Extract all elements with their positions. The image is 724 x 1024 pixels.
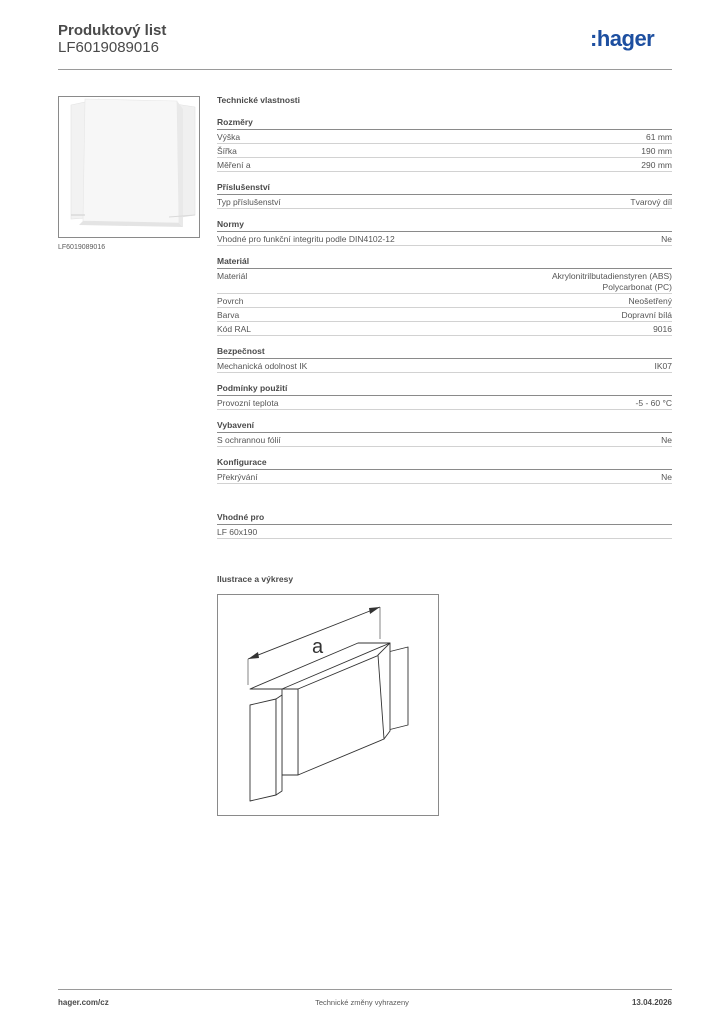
- product-image-caption: LF6019089016: [58, 244, 106, 251]
- spec-label: Typ příslušenství: [217, 197, 281, 207]
- dimension-label: a: [312, 636, 324, 658]
- spec-label: Materiál: [217, 271, 248, 281]
- footer-website-link[interactable]: hager.com/cz: [58, 998, 109, 1007]
- specs-title: Technické vlastnosti: [217, 95, 300, 105]
- section-accessories-heading: Příslušenství: [217, 180, 672, 195]
- spec-value-line: Polycarbonat (PC): [602, 282, 672, 292]
- footer-divider: [58, 989, 672, 990]
- suitable-for-item[interactable]: [217, 525, 672, 539]
- technical-specifications: [217, 93, 672, 539]
- drawings-title: Ilustrace a výkresy: [217, 574, 294, 584]
- spec-label: Mechanická odolnost IK: [217, 361, 308, 371]
- spec-value: Ne: [661, 472, 672, 482]
- hager-logo[interactable]: [590, 26, 672, 52]
- svg-text::hager: :hager: [590, 26, 655, 51]
- spec-label: Povrch: [217, 296, 244, 306]
- spec-value: IK07: [654, 361, 672, 371]
- spec-value: 190 mm: [641, 146, 672, 156]
- section-material-heading: Materiál: [217, 254, 672, 269]
- technical-drawing: [217, 594, 439, 816]
- spec-value: Tvarový díl: [630, 197, 672, 207]
- section-safety-heading: Bezpečnost: [217, 344, 672, 359]
- spec-row: [217, 232, 672, 246]
- section-standards-heading: Normy: [217, 217, 672, 232]
- header-divider: [58, 69, 672, 70]
- section-conditions-heading: Podmínky použití: [217, 381, 672, 396]
- spec-value-multiline: [552, 271, 672, 293]
- spec-value-line: Akrylonitrilbutadienstyren (ABS): [552, 271, 672, 281]
- spec-label: Kód RAL: [217, 324, 252, 334]
- dimension-drawing: [218, 595, 438, 815]
- suitable-for-label[interactable]: LF 60x190: [217, 527, 258, 537]
- spec-row: [217, 144, 672, 158]
- spec-value: 290 mm: [641, 160, 672, 170]
- product-code: LF6019089016: [58, 39, 159, 56]
- spec-value: Neošetřený: [628, 296, 672, 306]
- spec-label: Překrývání: [217, 472, 258, 482]
- spec-row: [217, 359, 672, 373]
- spec-row: [217, 308, 672, 322]
- spec-row: [217, 396, 672, 410]
- footer-notice: Technické změny vyhrazeny: [315, 998, 409, 1007]
- section-dimensions-heading: Rozměry: [217, 115, 672, 130]
- product-photo-illustration: [59, 97, 199, 237]
- footer-date: 13.04.2026: [631, 998, 672, 1007]
- section-configuration-heading: Konfigurace: [217, 455, 672, 470]
- spec-value: -5 - 60 °C: [635, 398, 672, 408]
- suitable-for-heading: Vhodné pro: [217, 510, 672, 525]
- spec-row: [217, 269, 672, 294]
- spec-row: [217, 470, 672, 484]
- spec-row: [217, 433, 672, 447]
- spec-value: Ne: [661, 234, 672, 244]
- spec-label: Výška: [217, 132, 241, 142]
- spec-value: 9016: [653, 324, 672, 334]
- page-header: [58, 22, 672, 70]
- spec-value: Dopravní bílá: [621, 310, 672, 320]
- spec-value: 61 mm: [646, 132, 672, 142]
- spec-row: [217, 130, 672, 144]
- spec-label: Měření a: [217, 160, 251, 170]
- spec-label: Šířka: [217, 146, 237, 156]
- spec-label: Vhodné pro funkční integritu podle DIN4102-12: [217, 234, 395, 244]
- product-image: [58, 96, 200, 238]
- spec-label: S ochrannou fólií: [217, 435, 281, 445]
- spec-label: Provozní teplota: [217, 398, 279, 408]
- spec-label: Barva: [217, 310, 240, 320]
- spec-row: [217, 158, 672, 172]
- spec-row: [217, 322, 672, 336]
- page-title: Produktový list: [58, 22, 167, 39]
- spec-row: [217, 294, 672, 308]
- spec-value: Ne: [661, 435, 672, 445]
- spec-row: [217, 195, 672, 209]
- section-equipment-heading: Vybavení: [217, 418, 672, 433]
